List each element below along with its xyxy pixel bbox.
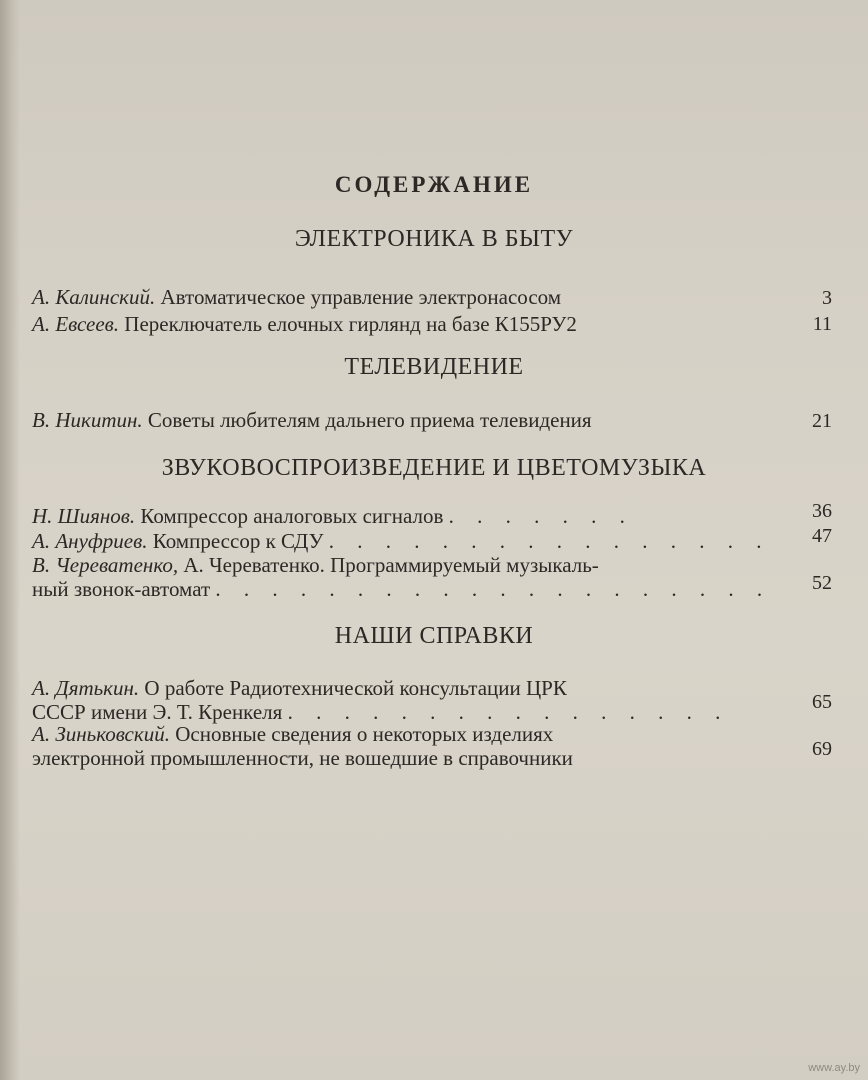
entry-page-number: 3	[822, 287, 832, 309]
entry-author: А. Дятькин.	[32, 676, 140, 700]
dot-leader: . . . . . . . . . . . . . . . .	[328, 529, 771, 553]
entry-author: В. Череватенко,	[32, 553, 179, 577]
entry-page-number: 52	[812, 572, 832, 594]
toc-entry	[32, 312, 762, 336]
toc-entry	[32, 676, 762, 724]
entry-title-continued: электронной промышленности, не вошедшие в справочники	[32, 746, 573, 770]
toc-entry	[32, 408, 762, 432]
entry-page-number: 69	[812, 738, 832, 760]
toc-entry	[32, 529, 771, 553]
entry-title: О работе Радиотехнической консультации ЦРК	[144, 676, 567, 700]
entry-author: А. Евсеев.	[32, 312, 120, 336]
entry-title: Компрессор к СДУ	[152, 529, 324, 553]
entry-page-number: 65	[812, 691, 832, 713]
entry-author: А. Калинский.	[32, 285, 156, 309]
entry-title-continued: ный звонок-автомат	[32, 577, 211, 601]
toc-entry	[32, 722, 762, 770]
dot-leader: . . . . . . .	[448, 504, 634, 528]
entry-page-number: 21	[812, 410, 832, 432]
entry-author: А. Зиньковский.	[32, 722, 170, 746]
entry-author: Н. Шиянов.	[32, 504, 136, 528]
toc-entry	[32, 504, 762, 528]
entry-page-number: 11	[812, 313, 832, 335]
entry-page-number: 36	[812, 500, 832, 522]
dot-leader: . . . . . . . . . . . . . . . . . . . .	[215, 577, 772, 601]
section-heading: ЭЛЕКТРОНИКА В БЫТУ	[294, 226, 574, 252]
toc-entry	[32, 285, 762, 309]
page-title: СОДЕРЖАНИЕ	[334, 172, 534, 197]
entry-title: Компрессор аналоговых сигналов	[140, 504, 444, 528]
entry-author: В. Никитин.	[32, 408, 143, 432]
watermark: www.ay.by	[808, 1062, 860, 1074]
entry-page-number: 47	[812, 525, 832, 547]
entry-title: Советы любителям дальнего приема телевидения	[147, 408, 592, 432]
entry-title-continued: СССР имени Э. Т. Кренкеля	[32, 700, 283, 724]
entry-title: Основные сведения о некоторых изделиях	[175, 722, 554, 746]
section-heading: ТЕЛЕВИДЕНИЕ	[344, 354, 524, 380]
entry-title: А. Череватенко. Программируемый музыкаль-	[183, 553, 599, 577]
section-heading: НАШИ СПРАВКИ	[334, 623, 534, 649]
entry-title: Автоматическое управление электронасосом	[160, 285, 562, 309]
toc-entry	[32, 553, 772, 601]
entry-author: А. Ануфриев.	[32, 529, 148, 553]
section-heading: ЗВУКОВОСПРОИЗВЕДЕНИЕ И ЦВЕТОМУЗЫКА	[161, 455, 707, 481]
entry-title: Переключатель елочных гирлянд на базе К155РУ2	[124, 312, 577, 336]
dot-leader: . . . . . . . . . . . . . . . .	[287, 700, 730, 724]
